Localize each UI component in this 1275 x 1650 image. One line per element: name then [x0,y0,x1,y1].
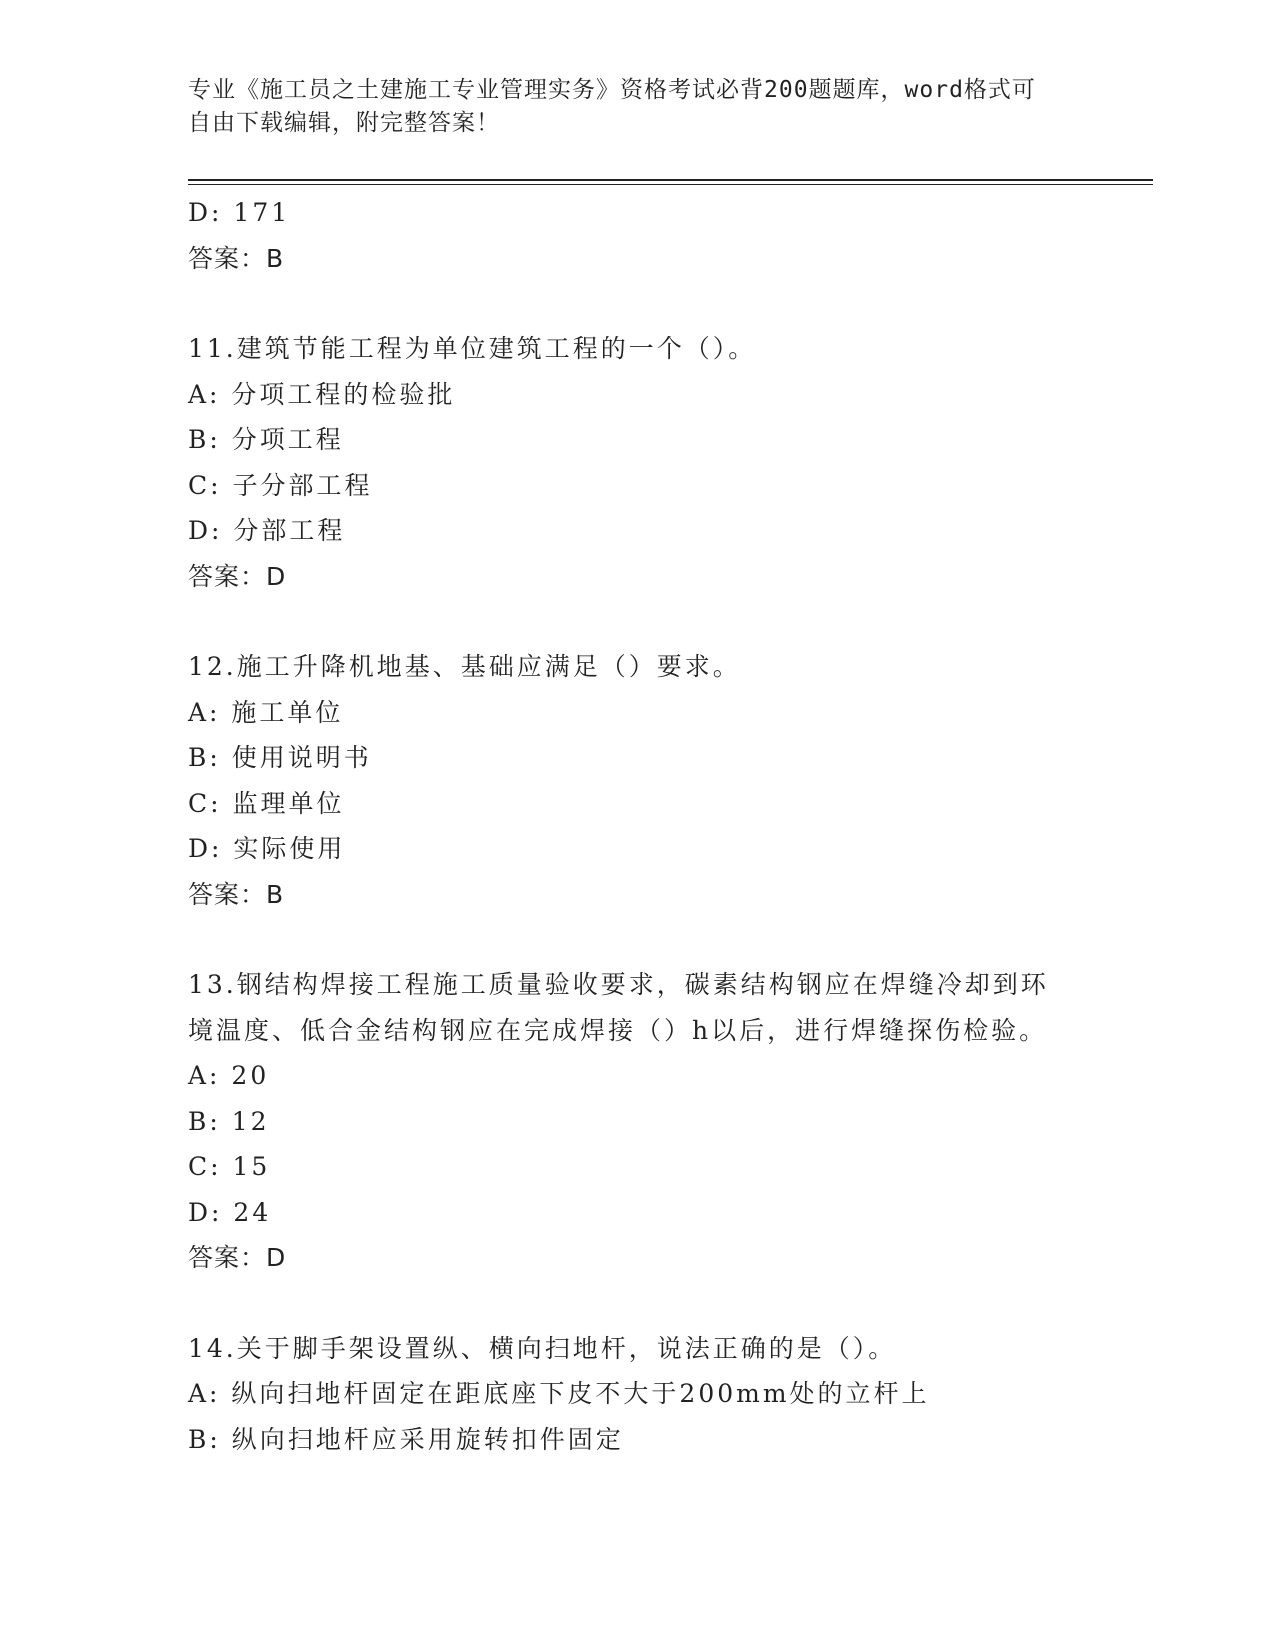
header-line-2: 自由下载编辑，附完整答案！ [188,110,500,136]
option-a: A: 施工单位 [188,697,344,727]
option-d: D: 分部工程 [188,516,346,545]
question-13 [188,962,1088,1281]
option-d: D: 实际使用 [188,834,346,863]
option-c: C: 子分部工程 [188,470,373,500]
option-a: A: 20 [188,1061,270,1090]
question-text: 14.关于脚手架设置纵、横向扫地杆，说法正确的是（）。 [188,1333,897,1363]
option-a: A: 分项工程的检验批 [188,379,456,409]
answer-line: 答案：B [188,243,285,273]
question-14 [188,1326,1088,1463]
question-text: 12.施工升降机地基、基础应满足（）要求。 [188,652,741,681]
option-d: D: 171 [188,198,291,227]
answer-line: 答案：D [188,561,287,591]
option-b: B: 使用说明书 [188,743,372,772]
question-11 [188,326,1088,599]
question-text: 11.建筑节能工程为单位建筑工程的一个（）。 [188,334,757,363]
option-c: C: 监理单位 [188,788,345,818]
option-b: B: 纵向扫地杆应采用旋转扣件固定 [188,1424,624,1454]
question-text-line-2: 境温度、低合金结构钢应在完成焊接（）h以后，进行焊缝探伤检验。 [188,1015,1048,1045]
option-c: C: 15 [188,1152,271,1181]
answer-line: 答案：D [188,1243,287,1272]
previous-question-tail [188,190,1088,281]
option-b: B: 12 [188,1106,270,1136]
option-d: D: 24 [188,1197,272,1227]
document-header [188,74,1068,140]
header-rule-thin [188,184,1153,185]
answer-line: 答案：B [188,879,285,909]
header-rule-thick [188,179,1153,181]
question-content [188,190,1088,1462]
option-a: A: 纵向扫地杆固定在距底座下皮不大于200mm处的立杆上 [188,1379,930,1408]
header-line-1: 专业《施工员之土建施工专业管理实务》资格考试必背200题题库，word格式可 [188,77,1036,103]
option-b: B: 分项工程 [188,425,344,454]
question-12 [188,644,1088,917]
question-text-line-1: 13.钢结构焊接工程施工质量验收要求，碳素结构钢应在焊缝冷却到环 [188,970,1049,999]
